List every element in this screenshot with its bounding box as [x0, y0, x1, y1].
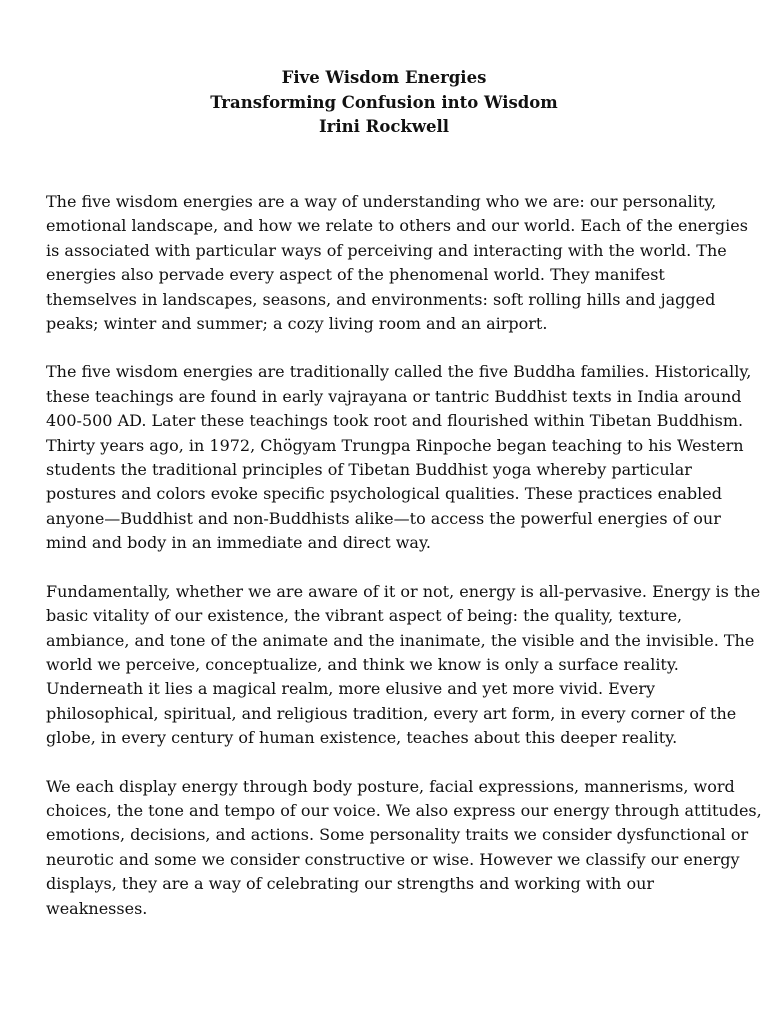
title-block — [0, 66, 768, 140]
paragraph-line: energies also pervade every aspect of the phenomenal world. They manifest — [46, 265, 665, 285]
paragraph-line: students the traditional principles of Tibetan Buddhist yoga whereby particular — [46, 460, 692, 480]
paragraph-line: postures and colors evoke specific psychological qualities. These practices enabled — [46, 484, 722, 504]
paragraph-line: 400-500 AD. Later these teachings took root and flourished within Tibetan Buddhism. — [46, 411, 744, 431]
paragraph-line: mind and body in an immediate and direct way. — [46, 533, 431, 553]
paragraph-line: The five wisdom energies are traditionally called the five Buddha families. Historically, — [46, 362, 752, 382]
paragraph-line: philosophical, spiritual, and religious tradition, every art form, in every corner of the — [46, 703, 737, 723]
paragraph-line: world we perceive, conceptualize, and think we know is only a surface reality. — [46, 654, 679, 674]
paragraph-line: The five wisdom energies are a way of understanding who we are: our personality, — [46, 192, 717, 211]
paragraph-line: basic vitality of our existence, the vibrant aspect of being: the quality, texture, — [46, 606, 683, 626]
paragraph-line: choices, the tone and tempo of our voice. We also express our energy through attitudes, — [46, 800, 762, 820]
paragraph-line: globe, in every century of human existence, teaches about this deeper reality. — [46, 728, 678, 748]
paragraph-line: weaknesses. — [46, 898, 148, 918]
paragraph — [46, 190, 748, 336]
page-subtitle: Transforming Confusion into Wisdom — [210, 92, 558, 112]
paragraph-line: Fundamentally, whether we are aware of it or not, energy is all-pervasive. Energy is the — [46, 581, 761, 601]
paragraph-line: themselves in landscapes, seasons, and environments: soft rolling hills and jagged — [46, 289, 716, 309]
paragraph-line: Thirty years ago, in 1972, Chögyam Trungpa Rinpoche began teaching to his Western — [46, 435, 744, 455]
document-body — [46, 190, 762, 945]
paragraph-line: these teachings are found in early vajrayana or tantric Buddhist texts in India around — [46, 386, 742, 406]
paragraph-line: peaks; winter and summer; a cozy living room and an airport. — [46, 314, 548, 334]
paragraph-line: emotional landscape, and how we relate to others and our world. Each of the energies — [46, 216, 748, 236]
paragraph-line: is associated with particular ways of perceiving and interacting with the world. The — [46, 240, 727, 260]
paragraph-line: neurotic and some we consider constructive or wise. However we classify our energy — [46, 849, 740, 869]
paragraph — [46, 360, 752, 555]
page-title: Five Wisdom Energies — [281, 68, 487, 87]
paragraph-line: We each display energy through body posture, facial expressions, mannerisms, word — [46, 776, 735, 796]
author-name: Irini Rockwell — [318, 117, 450, 136]
paragraph-line: displays, they are a way of celebrating our strengths and working with our — [46, 874, 655, 894]
paragraph-line: anyone—Buddhist and non-Buddhists alike—to access the powerful energies of our — [46, 508, 721, 528]
paragraph-line: emotions, decisions, and actions. Some personality traits we consider dysfunctional or — [46, 825, 749, 845]
paragraph-line: ambiance, and tone of the animate and the inanimate, the visible and the invisible. The — [46, 630, 755, 650]
paragraph — [46, 580, 761, 751]
paragraph — [46, 775, 762, 921]
paragraph-line: Underneath it lies a magical realm, more elusive and yet more vivid. Every — [46, 679, 656, 699]
